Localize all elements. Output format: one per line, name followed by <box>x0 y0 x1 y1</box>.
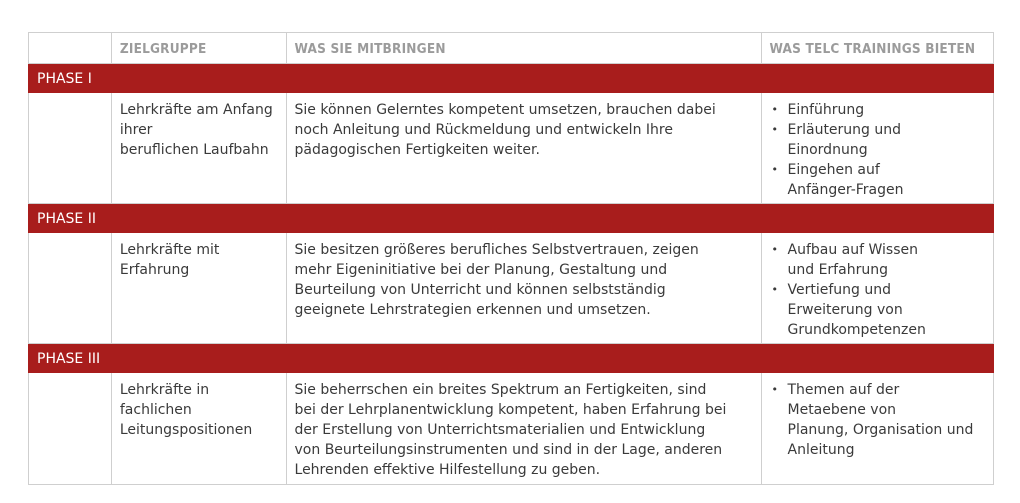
bieten-line: • Vertiefung und <box>787 282 891 298</box>
mitbringen-line: der Erstellung von Unterrichtsmaterialien und Entwicklung <box>294 422 706 438</box>
phase-empty-cell <box>29 233 111 343</box>
header-zielgruppe: ZIELGRUPPE <box>111 33 286 63</box>
bieten-line: Erweiterung von <box>787 302 903 318</box>
bieten-line: • Einführung <box>787 102 865 118</box>
bieten-cell <box>761 93 994 203</box>
table-row <box>28 233 994 344</box>
bieten-line: Anfänger-Fragen <box>787 182 904 198</box>
zielgruppe-line: Lehrkräfte mit <box>119 242 220 258</box>
zielgruppe-line: beruflichen Laufbahn <box>119 142 269 158</box>
bieten-line: • Erläuterung und <box>787 122 902 138</box>
table-header-row <box>28 32 994 64</box>
bieten-list-item <box>770 240 986 280</box>
mitbringen-line: Sie besitzen größeres berufliches Selbstvertrauen, zeigen <box>294 242 699 258</box>
bieten-line: • Themen auf der <box>787 382 900 398</box>
mitbringen-line: von Beurteilungsinstrumenten und sind in der Lage, anderen <box>294 442 723 458</box>
zielgruppe-line: fachlichen <box>119 402 192 418</box>
header-bieten: WAS TELC TRAININGS BIETEN <box>761 33 994 63</box>
mitbringen-cell <box>286 373 761 484</box>
bieten-list-item <box>770 280 986 340</box>
mitbringen-cell <box>286 93 761 203</box>
mitbringen-cell <box>286 233 761 343</box>
mitbringen-line: mehr Eigeninitiative bei der Planung, Gestaltung und <box>294 262 668 278</box>
training-phases-table <box>28 32 994 485</box>
mitbringen-line: Sie können Gelerntes kompetent umsetzen, brauchen dabei <box>294 102 716 118</box>
mitbringen-line: noch Anleitung und Rückmeldung und entwickeln Ihre <box>294 122 673 138</box>
header-empty <box>29 33 111 63</box>
mitbringen-line: Beurteilung von Unterricht und können selbstständig <box>294 282 666 298</box>
bieten-line: Einordnung <box>787 142 868 158</box>
bieten-line: und Erfahrung <box>787 262 888 278</box>
zielgruppe-cell <box>111 233 286 343</box>
bieten-line: Planung, Organisation und <box>787 422 974 438</box>
bieten-cell <box>761 373 994 484</box>
phase-empty-cell <box>29 93 111 203</box>
phase-empty-cell <box>29 373 111 484</box>
mitbringen-line: Sie beherrschen ein breites Spektrum an Fertigkeiten, sind <box>294 382 707 398</box>
zielgruppe-line: Leitungspositionen <box>119 422 253 438</box>
mitbringen-line: geeignete Lehrstrategien erkennen und umsetzen. <box>294 302 651 318</box>
bieten-line: Metaebene von <box>787 402 897 418</box>
bieten-list-item <box>770 120 986 160</box>
bieten-list-item <box>770 160 986 200</box>
phase-bar: PHASE I <box>28 64 994 93</box>
mitbringen-line: pädagogischen Fertigkeiten weiter. <box>294 142 540 158</box>
zielgruppe-cell <box>111 373 286 484</box>
bieten-line: Anleitung <box>787 442 855 458</box>
bieten-list-item <box>770 380 986 460</box>
phase-bar: PHASE III <box>28 344 994 373</box>
bieten-cell <box>761 233 994 343</box>
bieten-line: Grundkompetenzen <box>787 322 926 338</box>
header-mitbringen: WAS SIE MITBRINGEN <box>286 33 761 63</box>
bieten-list-item <box>770 100 986 120</box>
table-row <box>28 93 994 204</box>
bieten-list <box>770 240 986 340</box>
zielgruppe-line: Lehrkräfte in <box>119 382 210 398</box>
table-row <box>28 373 994 485</box>
zielgruppe-line: ihrer <box>119 122 153 138</box>
bieten-line: • Eingehen auf <box>787 162 880 178</box>
phase-bar: PHASE II <box>28 204 994 233</box>
bieten-list <box>770 100 986 200</box>
mitbringen-line: bei der Lehrplanentwicklung kompetent, haben Erfahrung bei <box>294 402 727 418</box>
zielgruppe-line: Lehrkräfte am Anfang <box>119 102 273 118</box>
zielgruppe-line: Erfahrung <box>119 262 190 278</box>
bieten-list <box>770 380 986 460</box>
bieten-line: • Aufbau auf Wissen <box>787 242 918 258</box>
mitbringen-line: Lehrenden effektive Hilfestellung zu geben. <box>294 462 601 478</box>
zielgruppe-cell <box>111 93 286 203</box>
